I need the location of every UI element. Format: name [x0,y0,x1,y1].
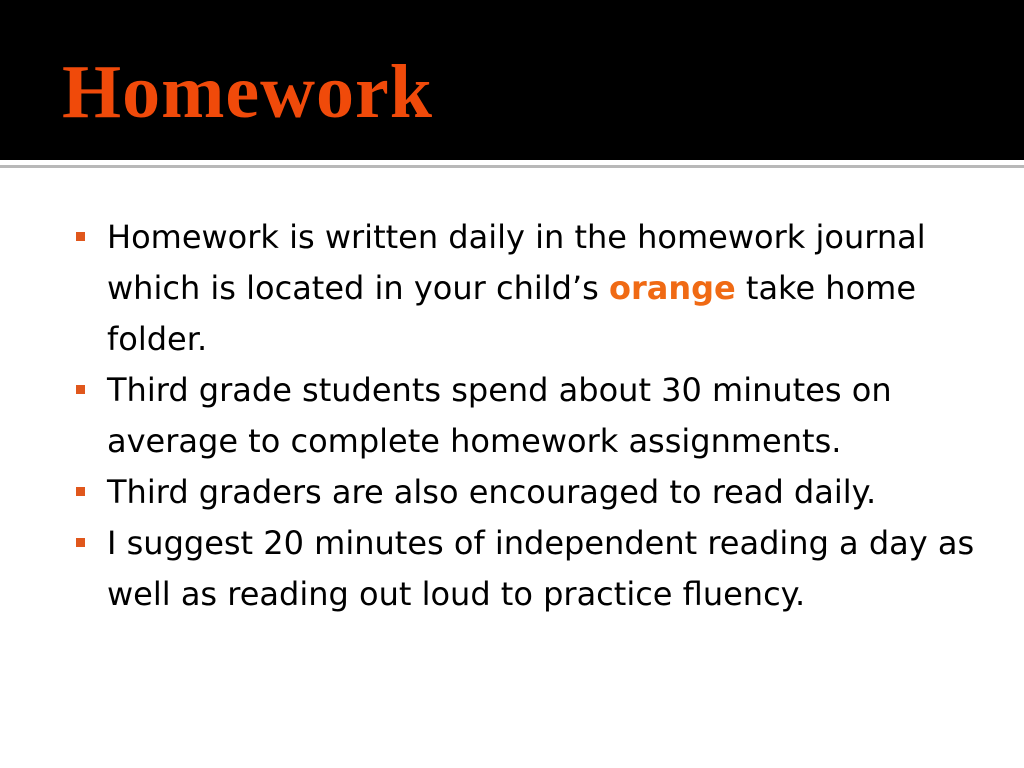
bullet-2-text: Third grade students spend about 30 minutes on average to complete homework assignments. [107,371,892,460]
bullet-square-icon [76,232,85,241]
bullet-item-1 [0,212,1024,365]
slide-title: Homework [62,50,434,134]
divider-line [0,165,1024,168]
bullet-square-icon [76,487,85,496]
bullet-4-text: I suggest 20 minutes of independent reading a day as well as reading out loud to practice fluency. [107,524,975,613]
bullet-list [0,212,1024,620]
bullet-1-highlight-orange: orange [608,269,736,307]
bullet-item-2 [0,365,1024,467]
bullet-3-text: Third graders are also encouraged to read daily. [107,473,877,511]
title-bar [0,0,1024,160]
bullet-item-3 [0,467,1024,518]
bullet-square-icon [76,538,85,547]
bullet-square-icon [76,385,85,394]
bullet-item-4 [0,518,1024,620]
bullet-1-text-end: take home folder. [107,269,917,358]
bullet-1-text-start: Homework is written daily in the homework journal which is located in your child’s [107,218,926,307]
